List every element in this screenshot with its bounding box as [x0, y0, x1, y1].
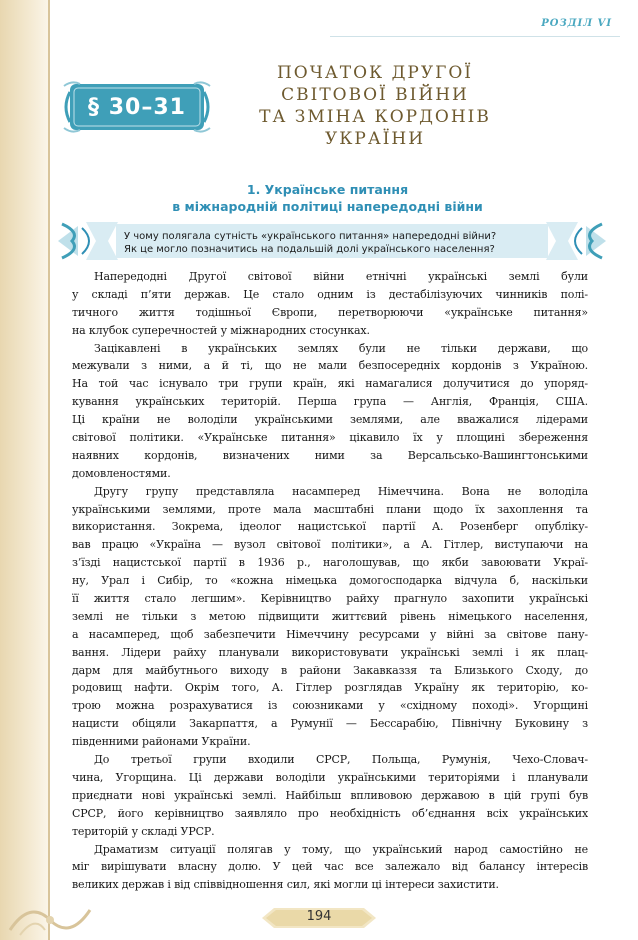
text-line: межували з ними, а й ті, що не мали безпосередніх кордонів з Україною.: [72, 359, 588, 373]
text-line: українськими землями, проте мала масштабні плани щодо їх захоплення та: [72, 502, 588, 516]
text-line: великих держав і від співвідношення сил, які могли ці інтереси захистити.: [72, 878, 499, 892]
text-line: приєднати нові українські землі. Найбільш впливовою державою в цій групі був: [72, 788, 588, 802]
text-line: а насамперед, щоб забезпечити Німеччину ресурсами у війні за світове пану-: [72, 627, 588, 641]
text-line: родовищ нафти. Окрім того, А. Гітлер розглядав Україну як територію, ко-: [72, 681, 588, 695]
header-rule: [330, 36, 620, 37]
question-text: [124, 230, 544, 256]
paragraph-badge: [62, 78, 212, 136]
text-line: наявних кордонів, визначених ними за Версальсько-Вашингтонськими: [72, 448, 588, 462]
text-line: вав працю «Україна — вузол світової політики», а А. Гітлер, виступаючи на: [72, 538, 588, 552]
question-line: Як це могло позначитись на подальшій долі українського населення?: [124, 244, 495, 255]
text-line: її життя стало легшим». Керівництво райху прагнуло захопити українські: [72, 592, 588, 606]
text-line: територій у складі УРСР.: [72, 824, 215, 838]
page-number: [262, 906, 376, 930]
page-number-label: 194: [306, 909, 332, 924]
chapter-title-line: УКРАЇНИ: [324, 129, 426, 149]
question-line: У чому полягала сутність «українського питання» напередодні війни?: [124, 231, 497, 242]
text-line: До третьої групи входили СРСР, Польща, Румунія, Чехо-Словач-: [94, 753, 588, 767]
text-line: кування українських територій. Перша група — Англія, Франція, США.: [72, 395, 588, 409]
text-line: південними районами України.: [72, 735, 251, 749]
paragraph-number: § 30–31: [88, 94, 186, 120]
floral-ornament-icon: [0, 880, 120, 940]
text-line: Напередодні Другої світової війни етнічні українські землі були: [94, 270, 588, 283]
subsection-heading-line: 1. Українське питання: [246, 182, 409, 197]
chapter-title-line: ТА ЗМІНА КОРДОНІВ: [259, 107, 491, 127]
text-line: у складі п’яти держав. Це стало одним із дестабілізуючих чинників полі-: [72, 287, 588, 301]
text-line: Ці країни не володіли українськими землями, але вважалися лідерами: [72, 413, 588, 427]
text-line: Драматизм ситуації полягав у тому, що український народ самостійно не: [94, 842, 588, 856]
subsection-heading: [150, 181, 505, 215]
text-line: з’їзді нацистської партії в 1936 р., наголошував, що якби завоювати Украї-: [72, 556, 588, 570]
text-line: трою можна розрахуватися із союзниками у «східному поході». Угорщині: [72, 699, 588, 713]
subsection-heading-line: в міжнародній політиці напередодні війни: [172, 199, 483, 214]
chapter-title-line: СВІТОВОЇ ВІЙНИ: [281, 85, 469, 105]
text-line: землі не тільки з метою підвищити життєвий рівень німецького населення,: [72, 609, 588, 623]
section-tag: РОЗДІЛ VI: [541, 18, 612, 29]
left-margin-decoration: [0, 0, 50, 940]
text-line: вання. Лідери райху планували використовувати українські землі і як плац-: [72, 645, 588, 659]
chapter-title: [250, 62, 500, 150]
question-band: [58, 218, 606, 264]
text-line: На той час існувало три групи країн, які намагалися долучитися до упоряд-: [72, 377, 588, 391]
chapter-title-line: ПОЧАТОК ДРУГОЇ: [276, 63, 474, 83]
text-line: використання. Зокрема, ідеолог нацистської партії А. Розенберг опубліку-: [72, 520, 588, 534]
text-line: на клубок суперечностей у міжнародних стосунках.: [72, 323, 370, 337]
text-line: нацисти обіцяли Закарпаття, а Румунії — Бессарабію, Північну Буковину з: [72, 717, 588, 731]
text-line: Зацікавлені в українських землях були не тільки держави, що: [94, 341, 588, 355]
text-line: чина, Угорщина. Ці держави володіли українськими територіями і планували: [72, 770, 588, 784]
text-line: СРСР, його керівництво заявляло про необхідність об’єднання всіх українських: [72, 806, 588, 820]
text-line: тичного життя тодішньої Європи, перетворюючи «українське питання»: [72, 305, 588, 319]
text-line: домовленостями.: [72, 466, 171, 480]
main-text: [72, 268, 588, 894]
text-line: Другу групу представляла насамперед Німеччина. Вона не володіла: [94, 484, 588, 498]
text-line: дарм для майбутнього виходу в райони Закавказзя та Близького Сходу, до: [72, 663, 588, 677]
text-line: світової політики. «Українське питання» цікавило їх у площині збереження: [72, 431, 588, 445]
text-line: міг вирішувати власну долю. У цей час все залежало від балансу інтересів: [72, 860, 588, 874]
text-line: ну, Урал і Сибір, то «кожна німецька домогосподарка відчула б, наскільки: [72, 574, 588, 588]
